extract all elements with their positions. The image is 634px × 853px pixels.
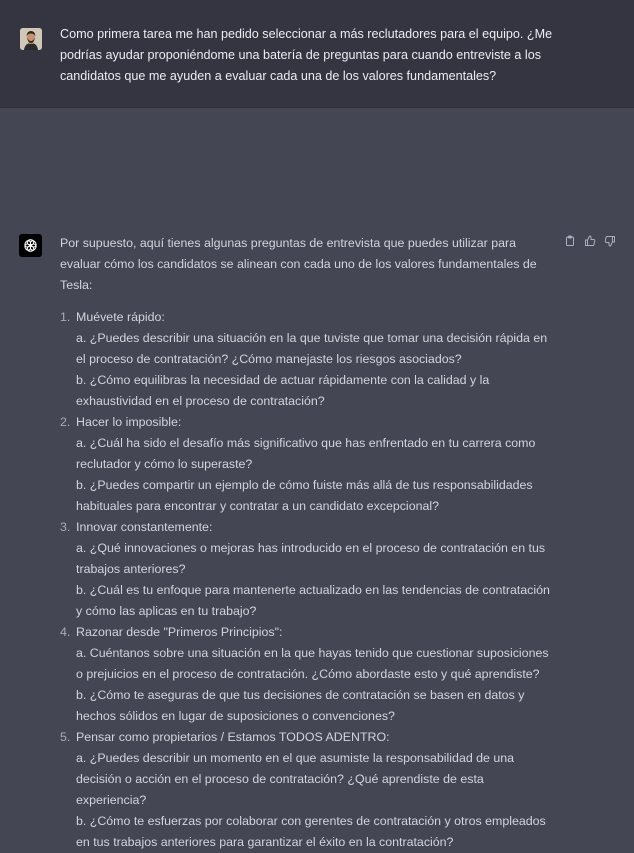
assistant-intro: Por supuesto, aquí tienes algunas preguntas de entrevista que puedes utilizar para evaluar cómo los candidatos se alinean con cada uno de los valores fundamentales de Tesla: <box>60 236 537 292</box>
question-text: a. ¿Cuál ha sido el desafío más significativo que has enfrentado en tu carrera como reclutador y cómo lo superaste? <box>76 436 536 471</box>
list-item <box>60 517 552 622</box>
list-item-number: 3. <box>60 520 71 534</box>
list-item <box>60 727 552 853</box>
list-item-title: Razonar desde "Primeros Principios": <box>76 625 283 639</box>
question-text: b. ¿Cómo te aseguras de que tus decisiones de contratación se basen en datos y hechos sólidos en lugar de suposiciones o convenciones? <box>76 688 525 723</box>
list-item-title: Hacer lo imposible: <box>76 415 182 429</box>
list-item-number: 5. <box>60 730 71 744</box>
list-item-number: 1. <box>60 310 71 324</box>
list-item-title: Pensar como propietarios / Estamos TODOS ADENTRO: <box>76 730 390 744</box>
list-item-title: Innovar constantemente: <box>76 520 213 534</box>
question-text: a. Cuéntanos sobre una situación en la que hayas tenido que cuestionar suposiciones o prejuicios en el proceso de contratación. ¿Cómo abordaste esto y qué aprendiste? <box>76 646 549 681</box>
list-item <box>60 412 552 517</box>
list-item-number: 4. <box>60 625 71 639</box>
list-item-number: 2. <box>60 415 71 429</box>
list-item <box>60 622 552 727</box>
assistant-message <box>0 108 634 849</box>
question-text: b. ¿Puedes compartir un ejemplo de cómo fuiste más allá de tus responsabilidades habituales para encontrar y contratar a un candidato excepcional? <box>76 478 533 513</box>
openai-logo-icon <box>19 234 42 257</box>
list-item-title: Muévete rápido: <box>76 310 165 324</box>
question-text: a. ¿Puedes describir un momento en el que asumiste la responsabilidad de una decisión o acción en el proceso de contratación? ¿Qué aprendiste de esta experiencia? <box>76 751 515 807</box>
user-message <box>0 0 634 108</box>
values-question-list <box>60 307 552 853</box>
assistant-message-body <box>60 233 552 853</box>
thumbs-down-icon[interactable] <box>604 234 616 252</box>
question-text: a. ¿Qué innovaciones o mejoras has introducido en el proceso de contratación en tus trabajos anteriores? <box>76 541 546 576</box>
thumbs-up-icon[interactable] <box>584 234 596 252</box>
question-text: b. ¿Cuál es tu enfoque para mantenerte actualizado en las tendencias de contratación y cómo las aplicas en tu trabajo? <box>76 583 550 618</box>
clipboard-icon[interactable] <box>564 234 576 252</box>
list-item <box>60 307 552 412</box>
user-message-text: Como primera tarea me han pedido seleccionar a más reclutadores para el equipo. ¿Me podrías ayudar proponiéndome una batería de preguntas para cuando entreviste a los candidatos que me ayuden a evaluar cada una de los valores fundamentales? <box>60 27 553 83</box>
question-text: a. ¿Puedes describir una situación en la que tuviste que tomar una decisión rápida en el proceso de contratación? ¿Cómo manejaste los riesgos asociados? <box>76 331 548 366</box>
question-text: b. ¿Cómo te esfuerzas por colaborar con gerentes de contratación y otros empleados en tus trabajos anteriores para garantizar el éxito en la contratación? <box>76 814 546 849</box>
question-text: b. ¿Cómo equilibras la necesidad de actuar rápidamente con la calidad y la exhaustividad en el proceso de contratación? <box>76 373 490 408</box>
message-actions <box>564 234 616 252</box>
user-avatar <box>20 28 42 50</box>
